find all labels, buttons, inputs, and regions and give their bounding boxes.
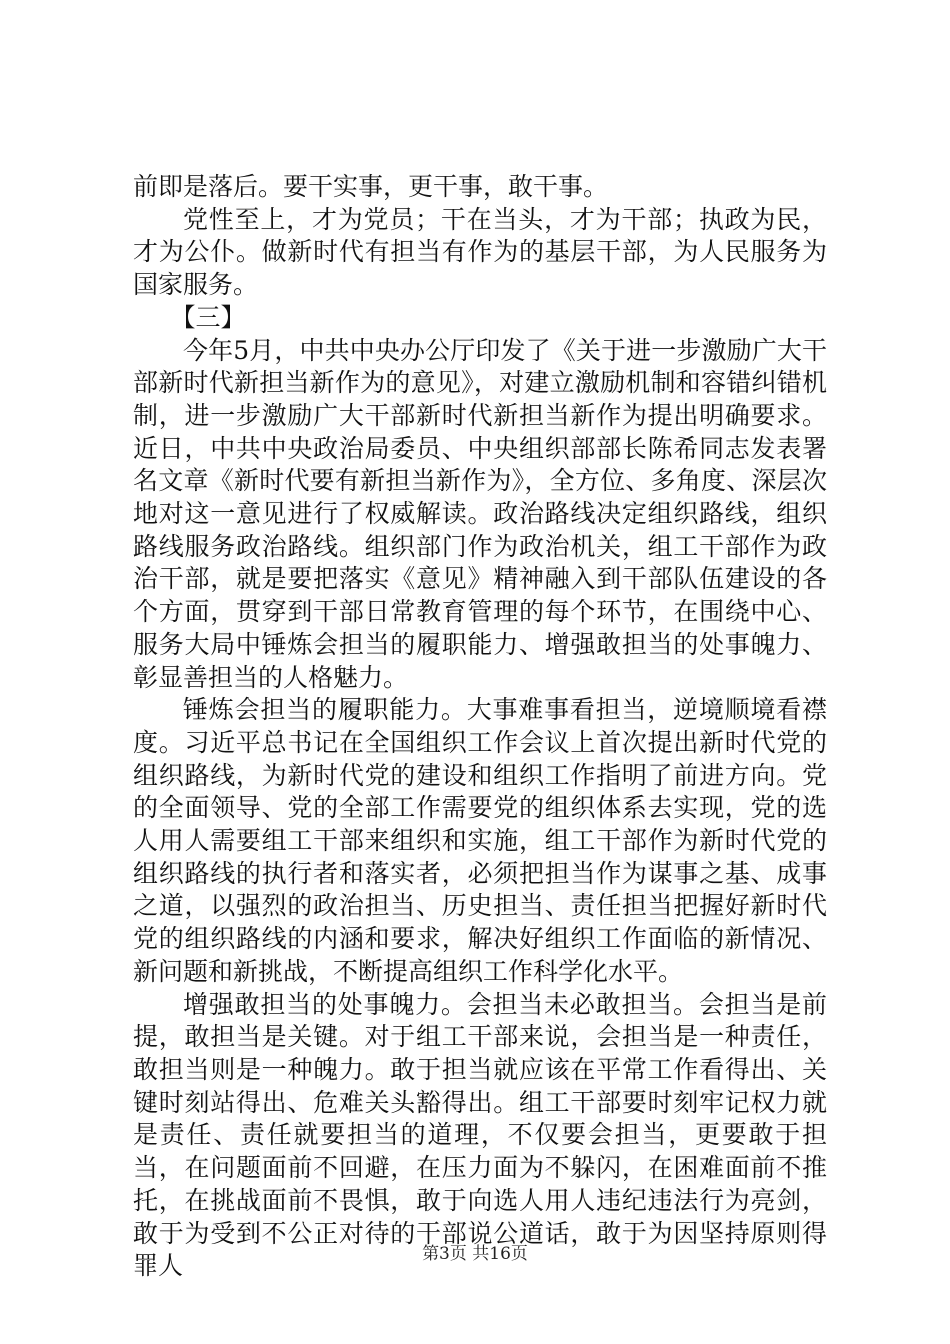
- paragraph-party-spirit: 党性至上，才为党员；干在当头，才为干部；执政为民，才为公仆。做新时代有担当有作为的基层干部，为人民服务为国家服务。: [133, 204, 827, 300]
- document-body: [133, 171, 827, 1283]
- paragraph-ability: 锤炼会担当的履职能力。大事难事看担当，逆境顺境看襟度。习近平总书记在全国组织工作会议上首次提出新时代党的组织路线，为新时代党的建设和组织工作指明了前进方向。党的全面领导、党的全部工作需要党的组织体系去实现，党的选人用人需要组工干部来组织和实施，组工干部作为新时代党的组织路线的执行者和落实者，必须把担当作为谋事之基、成事之道，以强烈的政治担当、历史担当、责任担当把握好新时代党的组织路线的内涵和要求，解决好组织工作面临的新情况、新问题和新挑战，不断提高组织工作科学化水平。: [133, 695, 827, 986]
- page-footer: 第3页 共16页: [422, 1244, 528, 1264]
- paragraph-courage: 增强敢担当的处事魄力。会担当未必敢担当。会担当是前提，敢担当是关键。对于组工干部来说，会担当是一种责任，敢担当则是一种魄力。敢于担当就应该在平常工作看得出、关键时刻站得出、危难关头豁得出。组工干部要时刻牢记权力就是责任、责任就要担当的道理，不仅要会担当，更要敢于担当，在问题面前不回避，在压力面为不躲闪，在困难面前不推托，在挑战面前不畏惧，敢于向选人用人违纪违法行为亮剑，敢于为受到不公正对待的干部说公道话，敢于为因坚持原则得罪人: [133, 989, 827, 1281]
- paragraph-continuation: 前即是落后。要干实事，更干事，敢干事。: [133, 172, 609, 201]
- paragraph-opinion-intro: 今年5月，中共中央办公厅印发了《关于进一步激励广大干部新时代新担当新作为的意见》，对建立激励机制和容错纠错机制，进一步激励广大干部新时代新担当新作为提出明确要求。近日，中共中央政治局委员、中央组织部部长陈希同志发表署名文章《新时代要有新担当新作为》，全方位、多角度、深层次地对这一意见进行了权威解读。政治路线决定组织路线，组织路线服务政治路线。组织部门作为政治机关，组工干部作为政治干部，就是要把落实《意见》精神融入到干部队伍建设的各个方面，贯穿到干部日常教育管理的每个环节，在围绕中心、服务大局中锤炼会担当的履职能力、增强敢担当的处事魄力、彰显善担当的人格魅力。: [133, 335, 827, 692]
- section-heading-three: 【三】: [170, 302, 246, 332]
